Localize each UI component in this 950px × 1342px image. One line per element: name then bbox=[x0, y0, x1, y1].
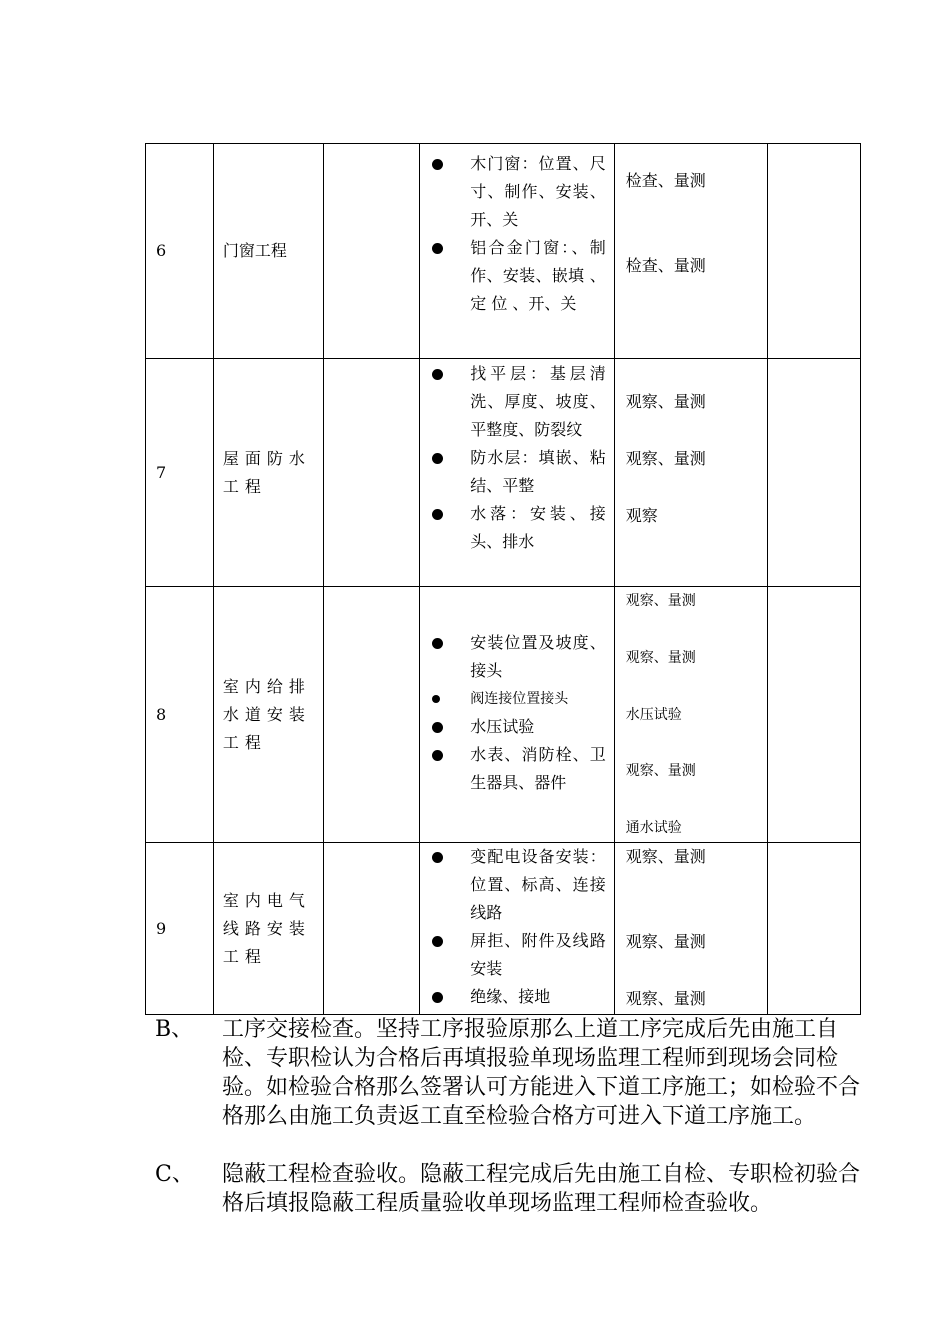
empty-cell bbox=[324, 587, 421, 842]
project-name: 室内电气线路安装工程 bbox=[214, 843, 324, 1014]
inspection-items bbox=[420, 144, 614, 358]
method-text: 观察、量测 bbox=[625, 989, 706, 1008]
paragraph-label: C、 bbox=[155, 1162, 194, 1187]
paragraph-c bbox=[155, 1160, 875, 1250]
list-item: 屏拒、附件及线路安装 bbox=[430, 927, 605, 983]
method-cell bbox=[615, 144, 769, 358]
inspection-table bbox=[145, 143, 861, 1015]
method-text: 观察、量测 bbox=[625, 449, 706, 468]
list-item: 铝合金门窗：、制作、安装、嵌填 、 定 位 、开、关 bbox=[430, 234, 605, 318]
method-cell bbox=[615, 359, 769, 586]
bullet-icon bbox=[432, 852, 443, 863]
method-text: 观察、量测 bbox=[625, 650, 696, 666]
list-item: 水压试验 bbox=[430, 713, 605, 741]
empty-cell bbox=[324, 144, 421, 358]
bullet-icon bbox=[432, 369, 443, 380]
list-item: 水表、消防栓、卫生器具、器件 bbox=[430, 741, 605, 797]
empty-cell bbox=[768, 587, 860, 842]
bullet-icon bbox=[432, 992, 443, 1003]
paragraph-text: 隐蔽工程检查验收。隐蔽工程完成后先由施工自检、专职检初验合格后填报隐蔽工程质量验收单现场监理工程师检查验收。 bbox=[222, 1162, 861, 1216]
project-name: 屋面防水工程 bbox=[214, 359, 324, 586]
list-item: 找平层：基层清洗、厚度、坡度、平整度、防裂纹 bbox=[430, 360, 605, 444]
paragraph-b bbox=[155, 1015, 875, 1160]
bullet-icon bbox=[432, 936, 443, 947]
row-number: 8 bbox=[146, 587, 214, 842]
bullet-icon bbox=[432, 750, 443, 761]
method-text: 观察、量测 bbox=[625, 847, 706, 866]
paragraph-label: B、 bbox=[155, 1017, 194, 1042]
method-text: 观察、量测 bbox=[625, 932, 706, 951]
method-text: 观察、量测 bbox=[625, 392, 706, 411]
empty-cell bbox=[768, 359, 860, 586]
paragraph-text: 工序交接检查。坚持工序报验原那么上道工序完成后先由施工自检、专职检认为合格后再填报验单现场监理工程师到现场会同检验。如检验合格那么签署认可方能进入下道工序施工；如检验不合格那么由施工负责返工直至检验合格方可进入下道工序施工。 bbox=[222, 1017, 861, 1129]
table-row bbox=[146, 144, 860, 359]
bullet-icon bbox=[432, 243, 443, 254]
method-cell bbox=[615, 587, 769, 842]
method-text: 观察 bbox=[625, 506, 658, 525]
bullet-icon bbox=[432, 453, 443, 464]
project-name: 室内给排水道安装工程 bbox=[214, 587, 324, 842]
row-number: 7 bbox=[146, 359, 214, 586]
inspection-items bbox=[420, 359, 614, 586]
row-number: 6 bbox=[146, 144, 214, 358]
bullet-icon bbox=[432, 695, 440, 703]
table-row bbox=[146, 359, 860, 587]
method-text: 水压试验 bbox=[625, 707, 682, 723]
empty-cell bbox=[324, 359, 421, 586]
method-text: 检查、量测 bbox=[625, 171, 706, 190]
list-item: 水落：安装、接头、排水 bbox=[430, 500, 605, 556]
list-item: 防水层：填嵌、粘结、平整 bbox=[430, 444, 605, 500]
bullet-icon bbox=[432, 509, 443, 520]
method-text: 通水试验 bbox=[625, 820, 682, 836]
table-row bbox=[146, 587, 860, 843]
empty-cell bbox=[324, 843, 421, 1014]
list-item: 绝缘、接地 bbox=[430, 983, 605, 1011]
bullet-icon bbox=[432, 638, 443, 649]
bullet-icon bbox=[432, 159, 443, 170]
list-item: 安装位置及坡度、接头 bbox=[430, 629, 605, 685]
empty-cell bbox=[768, 843, 860, 1014]
project-name: 门窗工程 bbox=[214, 144, 324, 358]
list-item: 阀连接位置接头 bbox=[430, 685, 605, 713]
table-row bbox=[146, 843, 860, 1014]
inspection-items bbox=[420, 587, 614, 842]
row-number: 9 bbox=[146, 843, 214, 1014]
method-text: 观察、量测 bbox=[625, 763, 696, 779]
inspection-items bbox=[420, 843, 614, 1014]
method-cell bbox=[615, 843, 769, 1014]
method-text: 检查、量测 bbox=[625, 256, 706, 275]
list-item: 变配电设备安装：位置、标高、连接线路 bbox=[430, 843, 605, 927]
list-item: 木门窗：位置、尺寸、制作、安装、开、关 bbox=[430, 150, 605, 234]
bullet-icon bbox=[432, 722, 443, 733]
empty-cell bbox=[768, 144, 860, 358]
method-text: 观察、量测 bbox=[625, 593, 696, 609]
